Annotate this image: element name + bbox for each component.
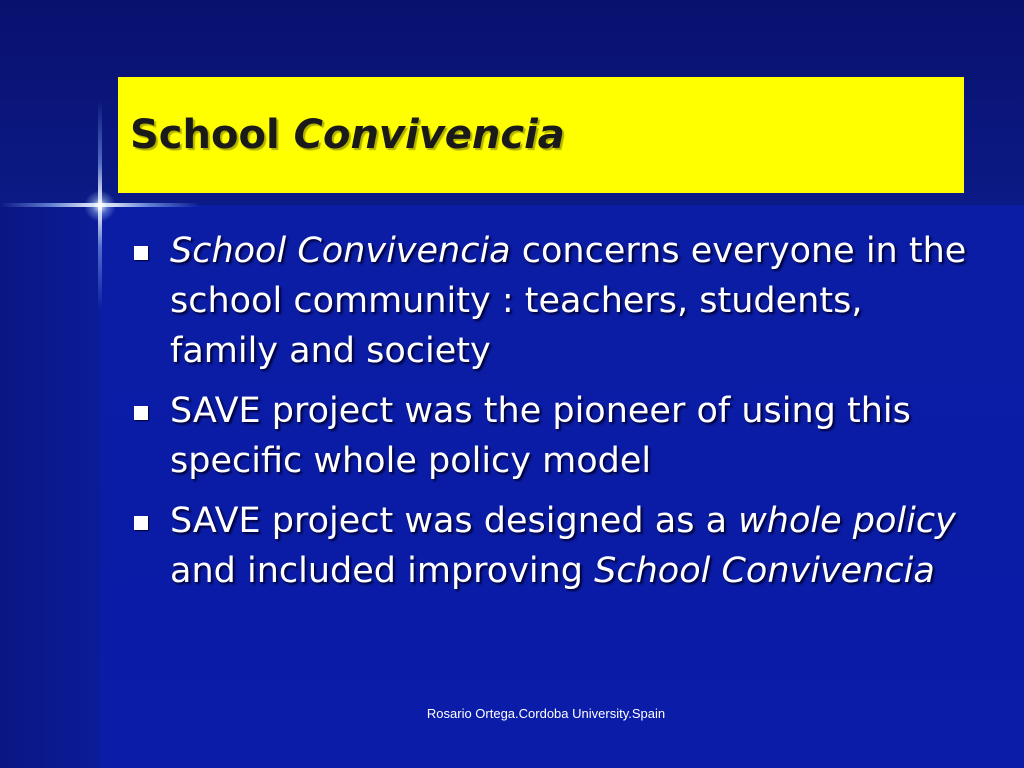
light-flare-glow bbox=[84, 190, 116, 222]
bullet-text-segment: School Convivencia bbox=[594, 551, 935, 591]
square-bullet-icon bbox=[134, 516, 148, 530]
bullet-text-segment: School Convivencia bbox=[170, 231, 511, 271]
square-bullet-icon bbox=[134, 406, 148, 420]
bullet-text-segment: concerns everyone in the school community : teachers, students, family and society bbox=[170, 231, 967, 371]
bullet-text-segment: SAVE project was the pioneer of using this specific whole policy model bbox=[170, 391, 911, 481]
slide-footer: Rosario Ortega.Cordoba University.Spain bbox=[426, 706, 666, 721]
bullet-item bbox=[130, 386, 970, 486]
square-bullet-icon bbox=[134, 246, 148, 260]
bullet-text-segment: and included improving bbox=[170, 501, 979, 591]
bullet-list bbox=[130, 226, 979, 606]
background-left-band bbox=[0, 205, 100, 768]
title-box bbox=[118, 77, 964, 193]
slide-title bbox=[130, 112, 565, 158]
bullet-item bbox=[130, 226, 970, 376]
bullet-item bbox=[130, 496, 979, 596]
bullet-text-segment: whole policy bbox=[738, 501, 956, 541]
slide-title-part2: Convivencia bbox=[293, 112, 565, 158]
slide-title-part1: School bbox=[130, 112, 280, 158]
bullet-text-segment: SAVE project was designed as a bbox=[170, 501, 739, 541]
